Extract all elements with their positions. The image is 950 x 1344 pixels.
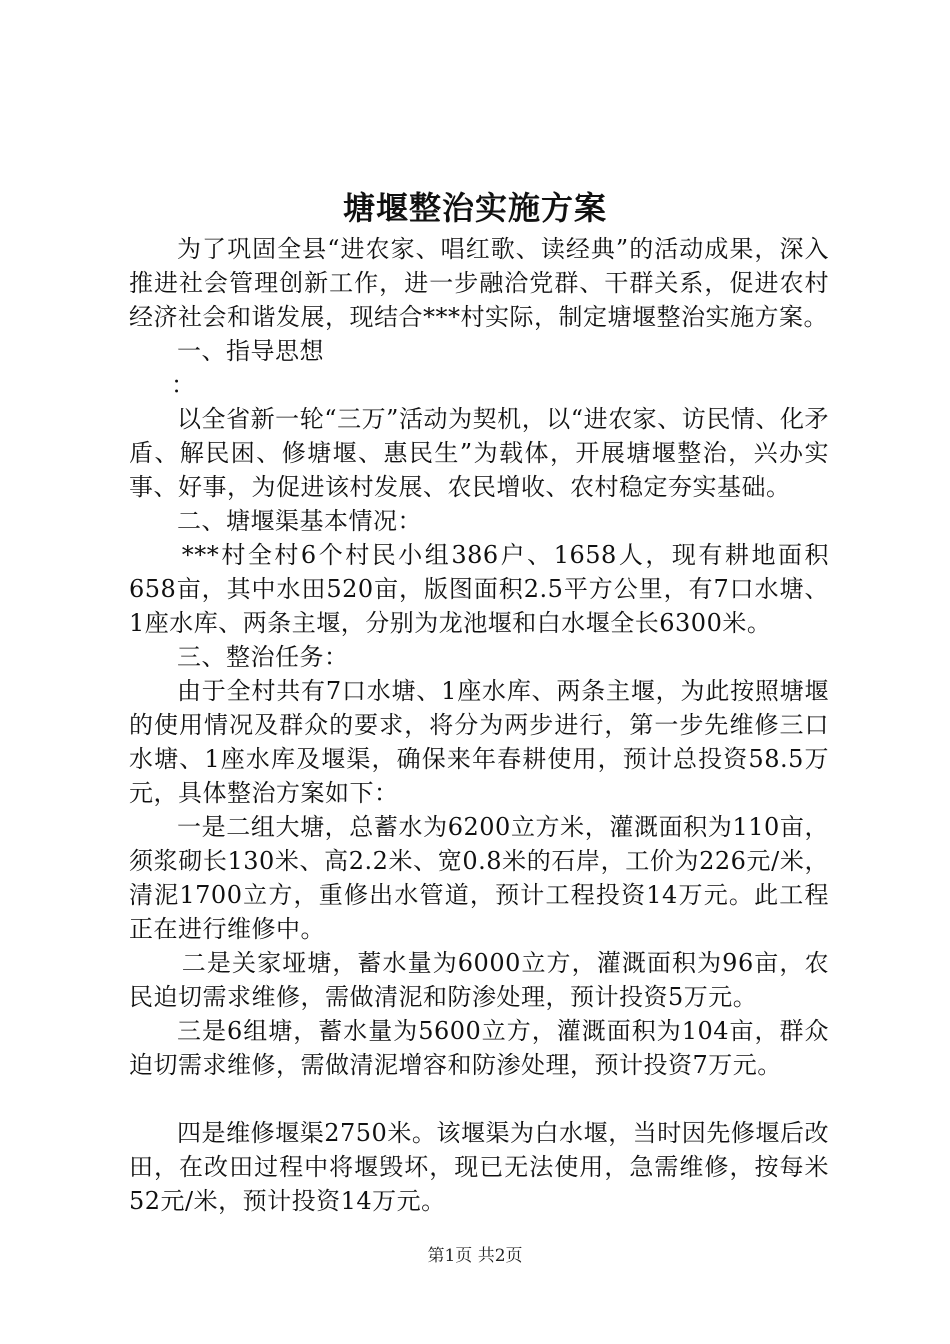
- section-heading-guiding-thought: 一、指导思想: [177, 337, 324, 365]
- colon-line: ：: [171, 371, 196, 399]
- section-heading-tasks: 三、整治任务：: [177, 643, 349, 671]
- document-title: 塘堰整治实施方案: [342, 189, 607, 227]
- section-heading-basic-situation: 二、塘堰渠基本情况：: [177, 507, 422, 535]
- document-body: [129, 232, 829, 1218]
- basic-situation-paragraph: ***村全村6个村民小组386户、1658人，现有耕地面积658亩，其中水田520亩，版图面积2.5平方公里，有7口水塘、1座水库、两条主堰，分别为龙池堰和白水堰全长6300米。: [129, 541, 829, 637]
- task-item-3: 三是6组塘，蓄水量为5600立方，灌溉面积为104亩，群众迫切需求维修，需做清泥增容和防渗处理，预计投资7万元。: [129, 1017, 829, 1079]
- page-footer: 第1页 共2页: [427, 1246, 523, 1266]
- tasks-paragraph: 由于全村共有7口水塘、1座水库、两条主堰，为此按照塘堰的使用情况及群众的要求，将分为两步进行，第一步先维修三口水塘、1座水库及堰渠，确保来年春耕使用，预计总投资58.5万元，具体整治方案如下：: [129, 677, 829, 807]
- guiding-thought-paragraph: 以全省新一轮“三万”活动为契机，以“进农家、访民情、化矛盾、解民困、修塘堰、惠民生”为载体，开展塘堰整治，兴办实事、好事，为促进该村发展、农民增收、农村稳定夯实基础。: [129, 405, 829, 501]
- task-item-2: 二是关家垭塘，蓄水量为6000立方，灌溉面积为96亩，农民迫切需求维修，需做清泥和防渗处理，预计投资5万元。: [129, 949, 829, 1011]
- intro-paragraph: 为了巩固全县“进农家、唱红歌、读经典”的活动成果，深入推进社会管理创新工作，进一步融洽党群、干群关系，促进农村经济社会和谐发展，现结合***村实际，制定塘堰整治实施方案。: [129, 235, 829, 331]
- task-item-4: 四是维修堰渠2750米。该堰渠为白水堰，当时因先修堰后改田，在改田过程中将堰毁坏，现已无法使用，急需维修，按每米52元/米，预计投资14万元。: [129, 1119, 829, 1215]
- task-item-1: 一是二组大塘，总蓄水为6200立方米，灌溉面积为110亩，须浆砌长130米、高2.2米、宽0.8米的石岸，工价为226元/米，清泥1700立方，重修出水管道，预计工程投资14万元。此工程正在进行维修中。: [129, 813, 829, 943]
